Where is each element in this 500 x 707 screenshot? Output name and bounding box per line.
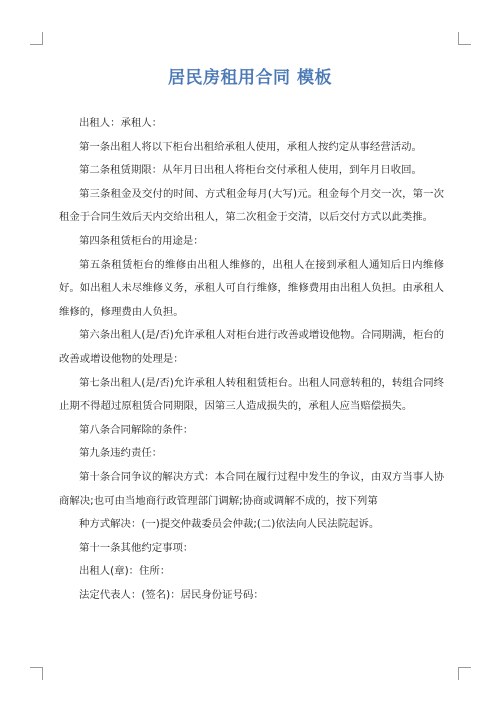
paragraph-article-2: 第二条租赁期限：从年月日出租人将柜台交付承租人使用，到年月日收回。	[79, 164, 422, 177]
paragraph-article-5: 第五条租赁柜台的维修由出租人维修的，出租人在接到承租人通知后日内维修好。如出租人未尽维修义务，承租人可自行维修，维修费用由出租人负担。由承租人维修的，修理费由人负担。	[59, 258, 444, 318]
paragraph-legal-representative: 法定代表人：(签名)：居民身份证号码：	[79, 588, 264, 601]
paragraph-article-7: 第七条出租人(是/否)允许承租人转租租赁柜台。出租人同意转租的，转组合同终止期不得超过原租赁合同期限，因第三人造成损失的，承租人应当赔偿损失。	[59, 376, 444, 413]
paragraph-article-6: 第六条出租人(是/否)允许承租人对柜台进行改善或增设他物。合同期满，柜台的改善或增设他物的处理是：	[59, 329, 444, 365]
paragraph-article-9: 第九条违约责任：	[79, 447, 163, 460]
document-title: 居民房租用合同 模板	[168, 68, 332, 88]
corner-mark-bottom-left	[30, 667, 43, 680]
paragraph-article-8: 第八条合同解除的条件：	[79, 423, 194, 436]
corner-mark-top-left	[30, 32, 43, 45]
document-body	[59, 112, 444, 607]
paragraph-article-11: 第十一条其他约定事项：	[79, 541, 194, 554]
paragraph-parties: 出租人：承租人：	[79, 117, 163, 129]
corner-mark-bottom-right	[458, 667, 471, 680]
paragraph-article-10: 第十条合同争议的解决方式：本合同在履行过程中发生的争议，由双方当事人协商解决;也可由当地商行政管理部门调解;协商或调解不成的，按下列第	[59, 470, 444, 507]
paragraph-article-4: 第四条租赁柜台的用途是：	[79, 234, 204, 247]
paragraph-lessor-seal: 出租人(章)：住所：	[79, 565, 171, 578]
corner-mark-top-right	[458, 32, 471, 45]
paragraph-article-3: 第三条租金及交付的时间、方式租金每月(大写)元。租金每个月交一次，第一次租金于合同生效后天内交给出租人，第二次租金于交清，以后交付方式以此类推。	[59, 187, 444, 224]
paragraph-article-10-continued: 种方式解决：(一)提交仲裁委员会仲裁;(二)依法向人民法院起诉。	[79, 518, 380, 531]
paragraph-article-1: 第一条出租人将以下柜台出租给承租人使用，承租人按约定从事经营活动。	[79, 140, 422, 153]
